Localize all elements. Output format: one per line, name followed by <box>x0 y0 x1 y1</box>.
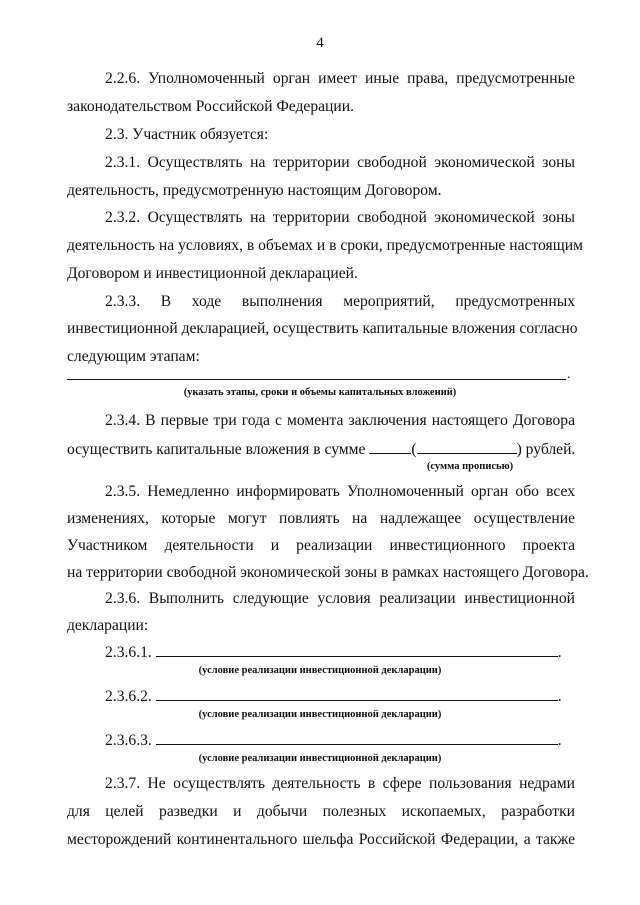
clause-line: деятельность на условиях, в объемах и в сроки, предусмотренные настоящим <box>67 237 583 254</box>
clause-line: 2.3.1. Осуществлять на территории свободной экономической зоны <box>105 154 575 171</box>
subclause-number: 2.3.6.3. <box>105 732 152 749</box>
clause-line: 2.3.3. В ходе выполнения мероприятий, предусмотренных <box>105 293 575 310</box>
amount-prefix: осуществить капитальные вложения в сумме <box>67 441 366 458</box>
clause-line: для целей разведки и добычи полезных ископаемых, разработки <box>67 803 575 820</box>
clause-line: Договором и инвестиционной декларацией. <box>67 265 358 282</box>
clause-2-3-6-2: 2.3.6.2. . <box>105 688 562 705</box>
clause-line: 2.3.5. Немедленно информировать Уполномоченный орган обо всех <box>105 483 575 500</box>
clause-line: 2.3.2. Осуществлять на территории свободной экономической зоны <box>105 209 575 226</box>
amount-suffix: ) рублей. <box>516 441 576 458</box>
field-caption: (условие реализации инвестиционной декларации) <box>198 665 442 676</box>
clause-line: изменениях, которые могут повлиять на надлежащее осуществление <box>67 510 575 527</box>
clause-line: деятельность, предусмотренную настоящим Договором. <box>67 182 442 199</box>
clause-line: следующим этапам: <box>67 348 200 365</box>
subclause-number: 2.3.6.1. <box>105 644 152 661</box>
clause-line: 2.3.6. Выполнить следующие условия реализации инвестиционной <box>105 590 575 607</box>
clause-line: 2.3.7. Не осуществлять деятельность в сфере пользования недрами <box>105 775 575 792</box>
field-caption: (условие реализации инвестиционной декларации) <box>198 753 442 764</box>
clause-line: Участником деятельности и реализации инвестиционного проекта <box>67 537 575 554</box>
clause-line: инвестиционной декларацией, осуществить капитальные вложения согласно <box>67 320 578 337</box>
clause-2-3: 2.3. Участник обязуется: <box>105 126 269 143</box>
field-caption: (указать этапы, сроки и объемы капитальных вложений) <box>183 387 457 398</box>
clause-line <box>67 440 575 459</box>
clause-line: 2.2.6. Уполномоченный орган имеет иные права, предусмотренные <box>105 70 575 87</box>
line-end-period: . <box>567 367 571 382</box>
paren-open: ( <box>411 441 417 458</box>
subclause-number: 2.3.6.2. <box>105 688 152 705</box>
clause-line: декларации: <box>67 617 149 634</box>
amount-words-field <box>417 440 517 454</box>
page-number: 4 <box>316 35 324 51</box>
clause-line: на территории свободной экономической зоны в рамках настоящего Договора. <box>67 564 589 581</box>
clause-2-3-6-1: 2.3.6.1. . <box>105 644 562 661</box>
amount-figures-field <box>369 440 411 454</box>
condition-field <box>156 643 558 657</box>
condition-field <box>156 731 558 745</box>
field-caption: (сумма прописью) <box>426 461 514 472</box>
clause-line: месторождений континентального шельфа Российской Федерации, а также <box>67 831 575 848</box>
clause-line: законодательством Российской Федерации. <box>67 98 354 115</box>
fill-in-line <box>67 379 566 380</box>
condition-field <box>156 687 558 701</box>
field-caption: (условие реализации инвестиционной декларации) <box>198 709 442 720</box>
clause-2-3-6-3: 2.3.6.3. . <box>105 732 562 749</box>
clause-line: 2.3.4. В первые три года с момента заключения настоящего Договора <box>105 412 575 429</box>
